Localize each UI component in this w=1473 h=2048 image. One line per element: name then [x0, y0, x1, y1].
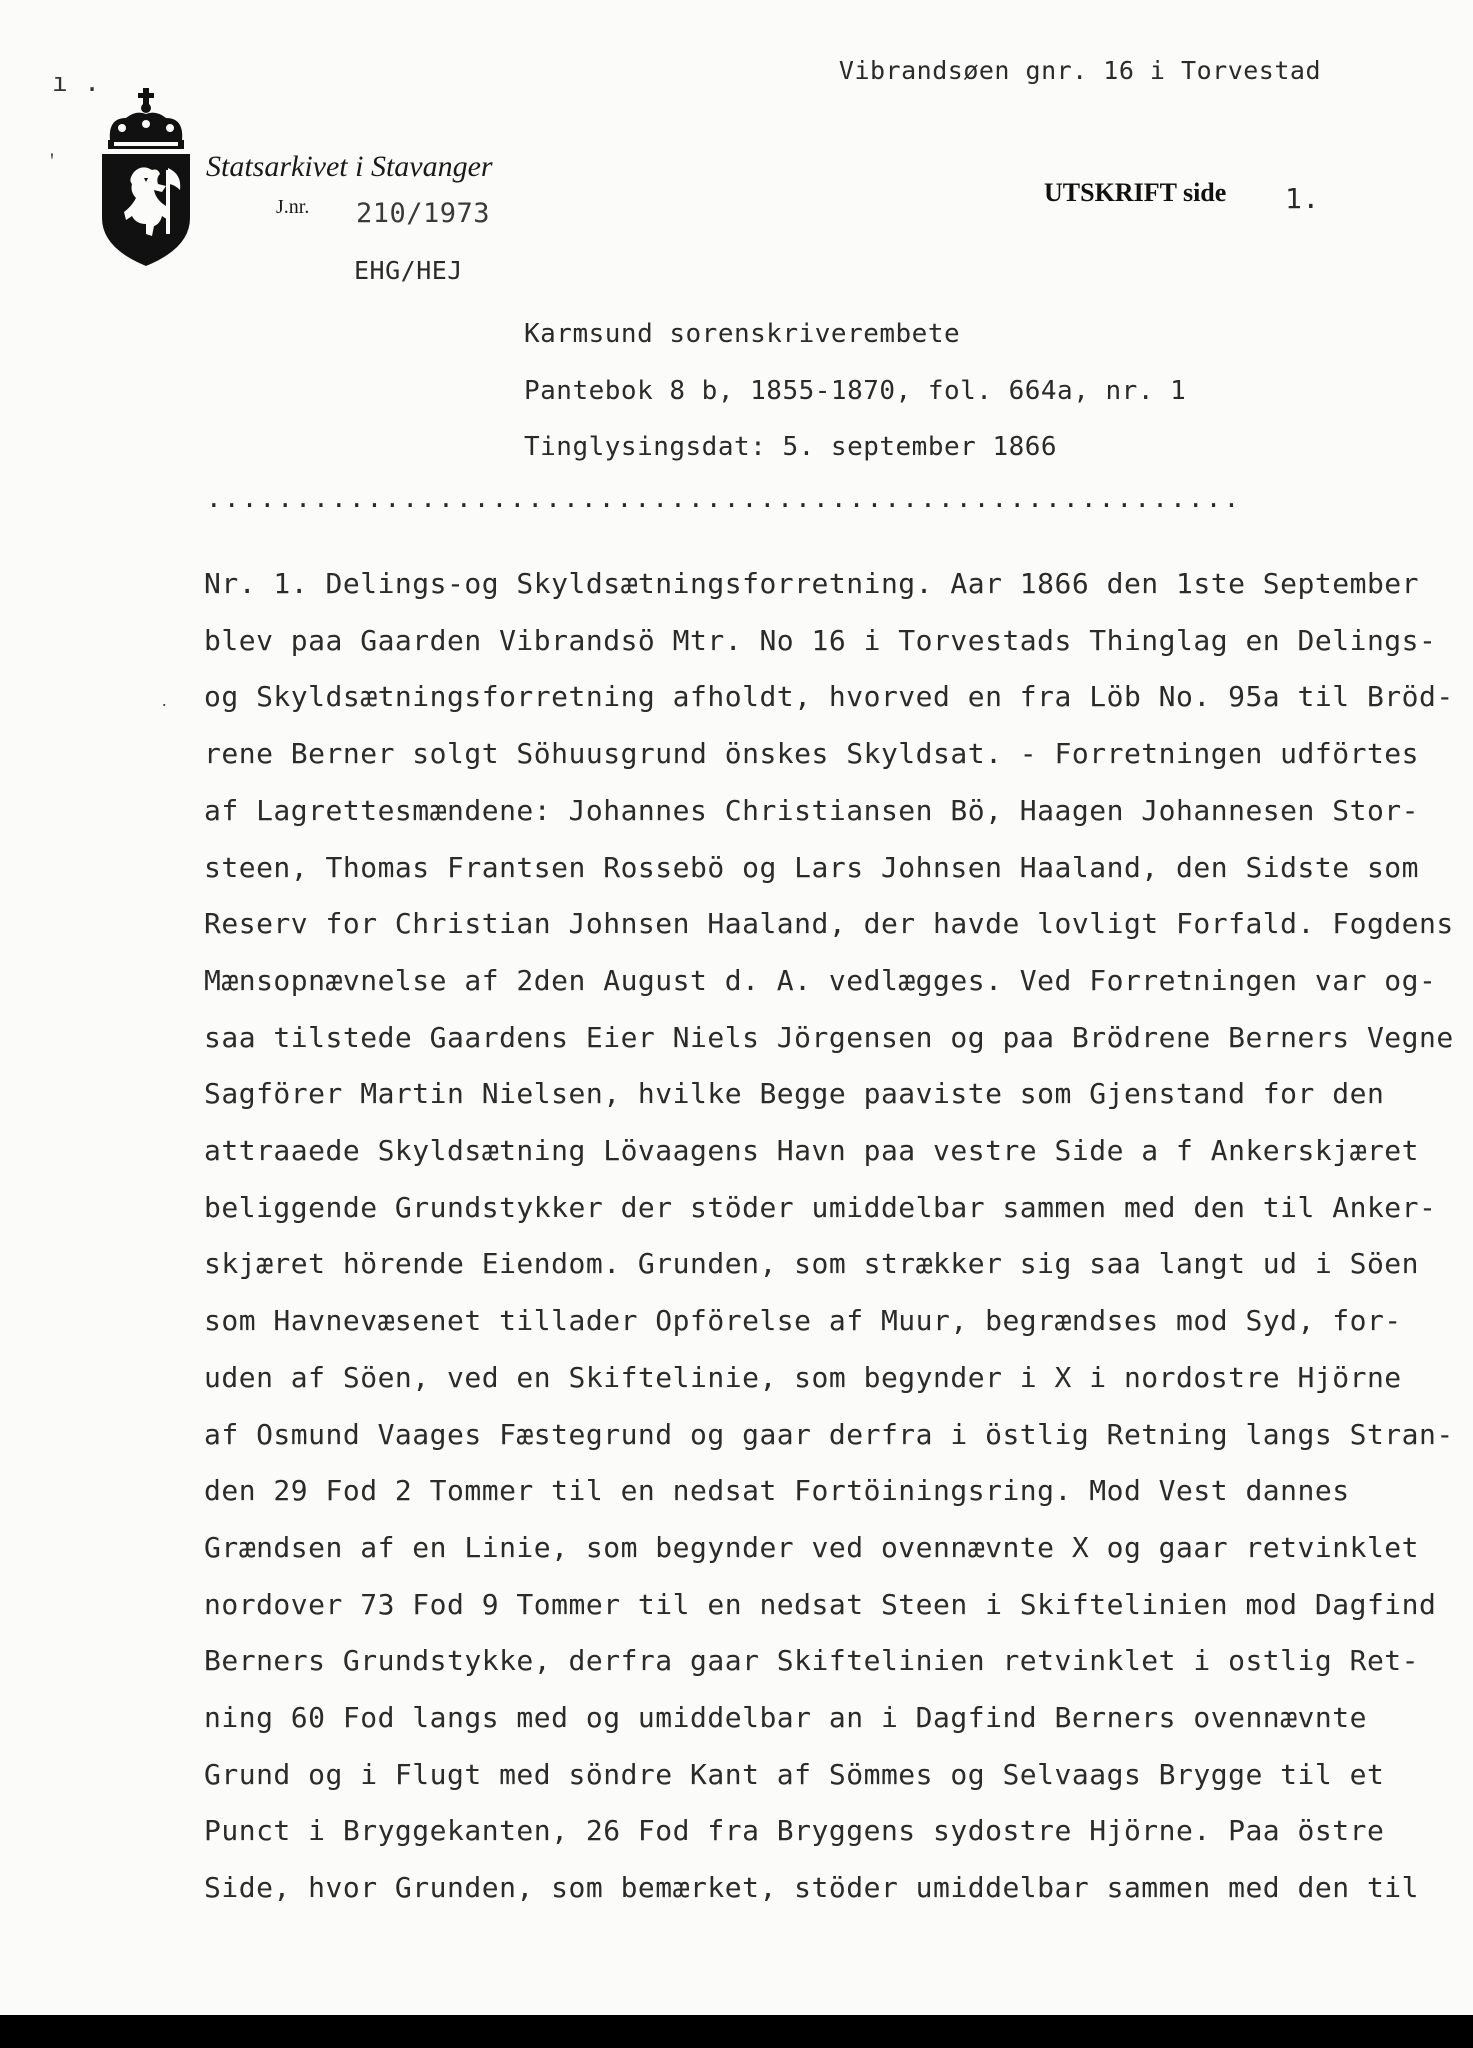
- journal-number-label: J.nr.: [276, 196, 310, 218]
- body-line: Side, hvor Grunden, som bemærket, stöder umiddelbar sammen med den til: [204, 1871, 1420, 1905]
- body-line: saa tilstede Gaardens Eier Niels Jörgensen og paa Brödrene Berners Vegne: [204, 1020, 1454, 1054]
- body-line: ning 60 Fod langs med og umiddelbar an i Dagfind Berners ovennævnte: [204, 1701, 1367, 1735]
- body-line: steen, Thomas Frantsen Rossebö og Lars Johnsen Haaland, den Sidste som: [204, 850, 1420, 884]
- corner-mark: ı .: [52, 68, 101, 98]
- dotted-separator: ..........................................................: [206, 484, 1242, 514]
- body-line: Reserv for Christian Johnsen Haaland, der havde lovligt Forfald. Fogdens: [204, 907, 1454, 941]
- coat-of-arms-icon: [96, 88, 196, 268]
- body-line: Grændsen af en Linie, som begynder ved ovennævnte X og gaar retvinklet: [204, 1530, 1420, 1564]
- body-line: attraaede Skyldsætning Lövaagens Havn paa vestre Side a f Ankerskjæret: [204, 1134, 1420, 1168]
- body-line: rene Berner solgt Söhuusgrund önskes Skyldsat. - Forretningen udförtes: [204, 737, 1420, 771]
- office-name: Karmsund sorenskriverembete: [524, 319, 961, 349]
- body-line: som Havnevæsenet tillader Opförelse af Muur, begrændses mod Syd, for-: [204, 1304, 1402, 1338]
- property-title: Vibrandsøen gnr. 16 i Torvestad: [838, 56, 1321, 85]
- body-line: Grund og i Flugt med söndre Kant af Sömmes og Selvaags Brygge til et: [204, 1757, 1385, 1791]
- case-initials: EHG/HEJ: [354, 256, 463, 285]
- body-line: Mænsopnævnelse af 2den August d. A. vedlægges. Ved Forretningen var og-: [204, 963, 1437, 997]
- body-line: Sagförer Martin Nielsen, hvilke Begge paaviste som Gjenstand for den: [204, 1077, 1385, 1111]
- archive-name: Statsarkivet i Stavanger: [206, 150, 493, 183]
- transcription-body: [204, 556, 1454, 1917]
- body-line: af Osmund Vaages Fæstegrund og gaar derfra i östlig Retning langs Stran-: [204, 1417, 1454, 1451]
- body-line: skjæret hörende Eiendom. Grunden, som strækker sig saa langt ud i Söen: [204, 1247, 1420, 1281]
- register-reference: Pantebok 8 b, 1855-1870, fol. 664a, nr. 1: [524, 375, 1187, 406]
- body-line: Nr. 1. Delings-og Skyldsætningsforretning. Aar 1866 den 1ste September: [204, 567, 1420, 600]
- stray-mark: .: [162, 690, 167, 710]
- body-line: Berners Grundstykke, derfra gaar Skiftelinien retvinklet i ostlig Ret-: [204, 1644, 1420, 1678]
- body-line: af Lagrettesmændene: Johannes Christiansen Bö, Haagen Johannesen Stor-: [204, 793, 1420, 827]
- body-line: beliggende Grundstykker der stöder umiddelbar sammen med den til Anker-: [204, 1190, 1437, 1224]
- body-line: blev paa Gaarden Vibrandsö Mtr. No 16 i Torvestads Thinglag en Delings-: [204, 623, 1437, 657]
- body-line: den 29 Fod 2 Tommer til en nedsat Fortöiningsring. Mod Vest dannes: [204, 1474, 1350, 1508]
- scan-border: [0, 2015, 1473, 2048]
- body-line: uden af Söen, ved en Skiftelinie, som begynder i X i nordostre Hjörne: [204, 1360, 1402, 1394]
- reference-block: [524, 306, 1186, 476]
- journal-number: 210/1973: [356, 198, 491, 229]
- registration-date: Tinglysingsdat: 5. september 1866: [524, 432, 1058, 462]
- utskrift-label: UTSKRIFT side: [1044, 178, 1227, 207]
- utskrift-page-number: 1.: [1285, 182, 1320, 215]
- body-line: og Skyldsætningsforretning afholdt, hvorved en fra Löb No. 95a til Bröd-: [204, 680, 1454, 714]
- stray-mark: ': [50, 148, 54, 173]
- body-line: nordover 73 Fod 9 Tommer til en nedsat Steen i Skiftelinien mod Dagfind: [204, 1587, 1437, 1621]
- body-line: Punct i Bryggekanten, 26 Fod fra Bryggens sydostre Hjörne. Paa östre: [204, 1814, 1385, 1848]
